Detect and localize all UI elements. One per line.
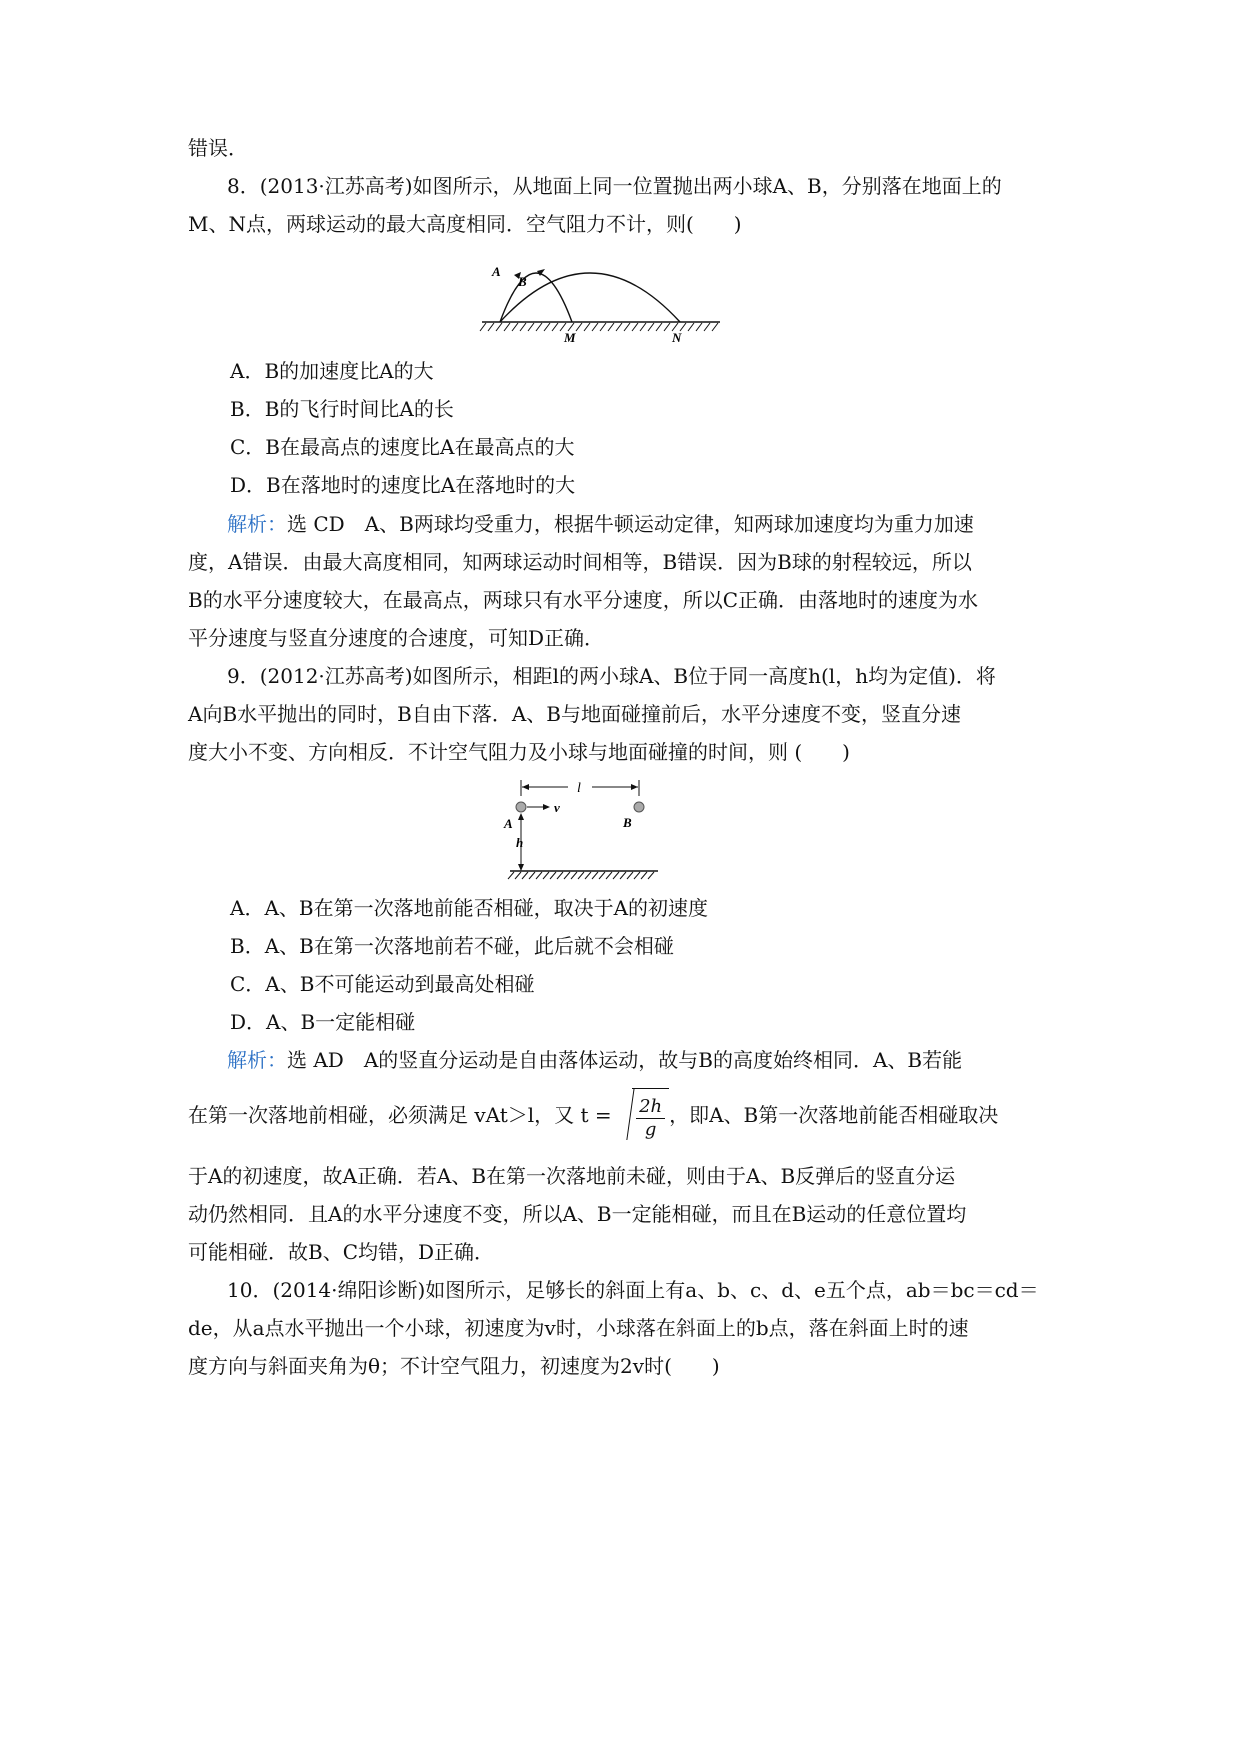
q9-analysis-line-2 [188,1087,1054,1143]
q9-balls-figure [498,776,668,884]
q8-option-a: A．B的加速度比A的大 [230,359,434,383]
q9-analysis-post-formula: ，即A、B第一次落地前能否相碰取决 [669,1103,999,1127]
q9-option-d: D．A、B一定能相碰 [230,1010,416,1034]
q9-analysis-line-4: 动仍然相同．且A的水平分速度不变，所以A、B一定能相碰，而且在B运动的任意位置均 [188,1202,967,1226]
q8-option-d: D．B在落地时的速度比A在落地时的大 [230,473,576,497]
ball-A [516,802,526,812]
q9-analysis-pre-formula: 在第一次落地前相碰，必须满足 vAt＞l，又 t = [188,1103,612,1127]
q9-option-b: B．A、B在第一次落地前若不碰，此后就不会相碰 [230,934,674,958]
q9-analysis-line-5: 可能相碰．故B、C均错，D正确． [188,1240,495,1264]
label-A: A [504,816,513,831]
q9-stem-line-2: A向B水平抛出的同时，B自由下落．A、B与地面碰撞前后，水平分速度不变，竖直分速 [188,702,961,726]
q8-stem-line-2: M、N点，两球运动的最大高度相同．空气阻力不计，则( ) [188,212,742,236]
q8-analysis-text: 选 CD A、B两球均受重力，根据牛顿运动定律，知两球加速度均为重力加速 [287,512,974,536]
q9-stem-line-3: 度大小不变、方向相反．不计空气阻力及小球与地面碰撞的时间，则 ( ) [188,740,850,764]
label-A: A [492,264,501,279]
q9-option-a: A．A、B在第一次落地前能否相碰，取决于A的初速度 [230,896,709,920]
trajectory-B [500,273,680,322]
ball-B [634,802,644,812]
label-l: l [577,781,581,796]
q8-stem-line-1: 8．(2013·江苏高考)如图所示，从地面上同一位置抛出两小球A、B，分别落在地面上的 [227,174,1002,198]
q8-trajectory-figure [478,250,738,346]
q9-option-c: C．A、B不可能运动到最高处相碰 [230,972,535,996]
trajectory-A [500,273,572,322]
q8-analysis-line-4: 平分速度与竖直分速度的合速度，可知D正确． [188,626,605,650]
q8-analysis-label: 解析： [227,512,287,536]
label-h: h [516,835,524,850]
formula-denominator: g [644,1119,657,1140]
q8-option-b: B．B的飞行时间比A的长 [230,397,454,421]
formula-numerator: 2h [636,1096,665,1119]
q10-stem-line-3: 度方向与斜面夹角为θ；不计空气阻力，初速度为2v时( ) [188,1354,720,1378]
label-M: M [564,330,576,345]
q8-analysis-line-3: B的水平分速度较大，在最高点，两球只有水平分速度，所以C正确．由落地时的速度为水 [188,588,978,612]
q9-stem-line-1: 9．(2012·江苏高考)如图所示，相距l的两小球A、B位于同一高度h(l，h均为定值)．将 [227,664,996,688]
sqrt-formula [618,1088,669,1145]
label-B: B [518,274,527,289]
q8-analysis-line-1 [227,509,1093,539]
q9-analysis-text: 选 AD A的竖直分运动是自由落体运动，故与B的高度始终相同．A、B若能 [287,1048,963,1072]
q8-option-c: C．B在最高点的速度比A在最高点的大 [230,435,575,459]
label-B: B [623,815,632,830]
q10-stem-line-1: 10．(2014·绵阳诊断)如图所示，足够长的斜面上有a、b、c、d、e五个点，ab＝bc＝cd＝ [227,1278,1039,1302]
q8-analysis-line-2: 度，A错误．由最大高度相同，知两球运动时间相等，B错误．因为B球的射程较远，所以 [188,550,972,574]
q9-analysis-line-1 [227,1045,1093,1075]
q9-analysis-label: 解析： [227,1048,287,1072]
velocity-arrow [543,804,550,810]
label-v: v [554,800,560,815]
q9-analysis-line-3: 于A的初速度，故A正确．若A、B在第一次落地前未碰，则由于A、B反弹后的竖直分运 [188,1164,956,1188]
label-N: N [672,330,682,345]
q10-stem-line-2: de，从a点水平抛出一个小球，初速度为v时，小球落在斜面上的b点，落在斜面上时的速 [188,1316,969,1340]
top-fragment: 错误． [188,136,248,160]
